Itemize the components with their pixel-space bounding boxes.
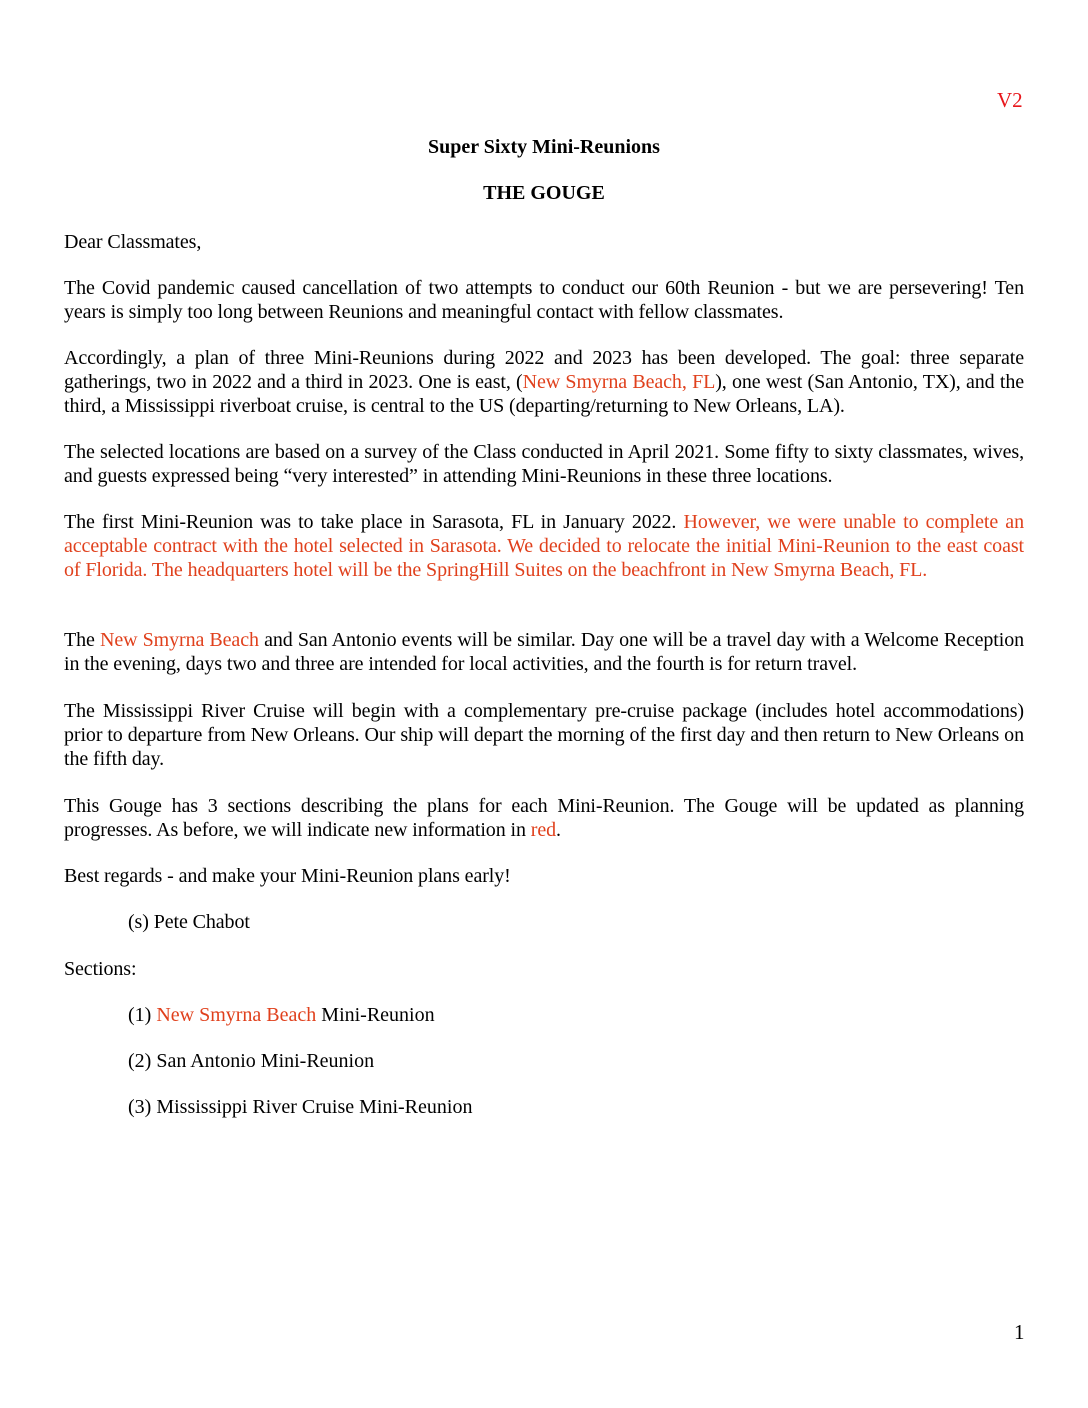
section-number: (1) <box>128 1004 157 1026</box>
document-subtitle: THE GOUGE <box>483 182 605 204</box>
section-number: (3) <box>128 1096 157 1118</box>
section-item-1 <box>128 1003 435 1027</box>
closing: Best regards - and make your Mini-Reunion plans early! <box>64 865 511 887</box>
events-text-red: New Smyrna Beach <box>99 629 259 651</box>
section-item-3 <box>128 1095 472 1119</box>
sarasota-text-red: However, we were unable to complete an acceptable contract with the hotel selected in Sarasota. We decided to relocate the initial Mini-Reunion to the east coast of Florida. The headquarters hotel will be the SpringHill Suites on the beachfront in New Smyrna Beach, FL. <box>64 511 1024 581</box>
paragraph-plan <box>64 346 1024 418</box>
sections-info-red: red <box>530 819 557 841</box>
salutation: Dear Classmates, <box>64 231 202 253</box>
paragraph-survey: The selected locations are based on a survey of the Class conducted in April 2021. Some fifty to sixty classmates, wives, and guests expressed being “very interested” in attending Mini-Reunions in these three locations. <box>64 441 1024 487</box>
plan-text-after: ), one west (San Antonio, TX), and the third, a Mississippi riverboat cruise, is central to the US (departing/returning to New Orleans, LA). <box>64 371 1025 417</box>
section-rest: San Antonio Mini-Reunion <box>156 1050 375 1072</box>
events-text-after: and San Antonio events will be similar. Day one will be a travel day with a Welcome Reception in the evening, days two and three are intended for local activities, and the fourth is for return travel. <box>64 629 1025 675</box>
sections-info-before: This Gouge has 3 sections describing the plans for each Mini-Reunion. The Gouge will be updated as planning progresses. As before, we will indicate new information in <box>64 795 1024 841</box>
section-red: New Smyrna Beach <box>156 1004 317 1026</box>
page-number: 1 <box>1014 1320 1025 1344</box>
document-title: Super Sixty Mini-Reunions <box>428 136 660 158</box>
section-rest: Mississippi River Cruise Mini-Reunion <box>156 1096 473 1118</box>
paragraph-events <box>64 628 1024 676</box>
paragraph-covid: The Covid pandemic caused cancellation of two attempts to conduct our 60th Reunion - but we are persevering! Ten years is simply too long between Reunions and meaningful contact with fellow classmates. <box>64 277 1024 323</box>
version-label: V2 <box>997 88 1023 112</box>
section-number: (2) <box>128 1050 157 1072</box>
events-text-before: The <box>64 629 100 651</box>
paragraph-sarasota <box>64 510 1024 582</box>
plan-text-red: New Smyrna Beach, FL <box>522 371 716 393</box>
plan-text-before: Accordingly, a plan of three Mini-Reunions during 2022 and 2023 has been developed. The goal: three separate gatherings, two in 2022 and a third in 2023. One is east, ( <box>64 347 1024 393</box>
signature: (s) Pete Chabot <box>128 911 250 933</box>
section-rest: Mini-Reunion <box>316 1004 435 1026</box>
paragraph-cruise: The Mississippi River Cruise will begin with a complementary pre-cruise package (includes hotel accommodations) prior to departure from New Orleans. Our ship will depart the morning of the first day and then return to New Orleans on the fifth day. <box>64 700 1024 770</box>
sections-info-after: . <box>556 819 561 841</box>
sarasota-text-before: The first Mini-Reunion was to take place in Sarasota, FL in January 2022. <box>64 511 684 533</box>
sections-label: Sections: <box>64 958 137 980</box>
section-item-2 <box>128 1049 374 1073</box>
paragraph-sections-info <box>64 794 1024 842</box>
